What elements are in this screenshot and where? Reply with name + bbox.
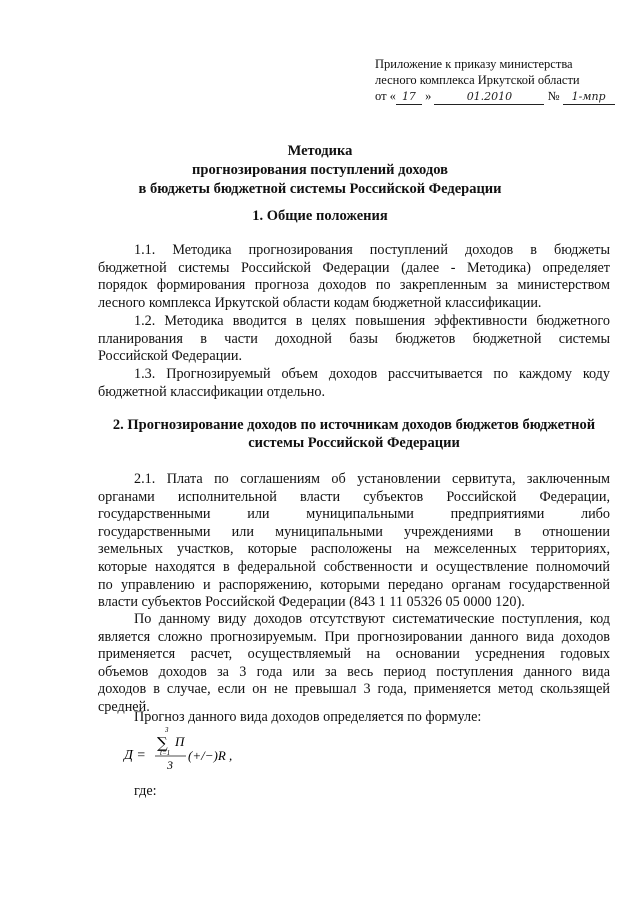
section-2-heading-line-1: 2. Прогнозирование доходов по источникам доходов бюджетов бюджетной	[112, 417, 596, 433]
text-line: органами исполнительной власти субъектов Российской Федерации,	[98, 488, 610, 505]
text-line: власти субъектов Российской Федерации (843 1 11 05326 05 0000 120).	[98, 594, 525, 611]
formula-tail: (+/−)R ,	[188, 748, 233, 763]
section-2-para-1	[98, 471, 610, 612]
text-line: земельных участков, которые расположены на межселенных территориях,	[98, 541, 610, 558]
doc-title	[0, 142, 640, 199]
text-line: лесного комплекса Иркутской области кодам бюджетной классификации.	[98, 294, 542, 311]
annex-date: 01.2010	[434, 90, 544, 105]
text-line: Российской Федерации.	[98, 348, 243, 365]
text-line: доходов в случае, если он не превышал 3 года, применяется метод скользящей	[98, 681, 610, 698]
text-line: бюджетной системы Российской Федерации (далее - Методика) определяет	[98, 259, 610, 276]
title-line-2: прогнозирования поступлений доходов	[192, 162, 448, 178]
formula-sum-sign: ∑	[157, 734, 168, 752]
forecast-formula	[122, 724, 282, 774]
section-1-para-1	[98, 242, 610, 312]
annex-date-line	[375, 88, 615, 105]
section-1-heading: 1. Общие положения	[252, 208, 388, 224]
annex-day: 17	[396, 90, 422, 105]
text-line: которые находятся в федеральной собственности и осуществление полномочий	[98, 558, 610, 575]
text-line: порядок формирования прогноза доходов по закрепленным за министерством	[98, 277, 610, 294]
annex-block	[375, 56, 615, 105]
formula-lhs: Д =	[124, 748, 146, 763]
text-line: бюджетной классификации отдельно.	[98, 383, 326, 400]
annex-from-prefix: от «	[375, 89, 396, 103]
formula-denominator: 3	[167, 758, 173, 772]
text-line: 1.3. Прогнозируемый объем доходов рассчитывается по каждому коду	[134, 366, 610, 382]
annex-num-sign: №	[547, 89, 560, 103]
text-line: 2.1. Плата по соглашениям об установлении сервитута, заключенным	[134, 471, 610, 487]
text-line: 1.1. Методика прогнозирования поступлений доходов в бюджеты	[134, 242, 610, 258]
text-line: по управлению и распоряжению, которыми передано органам государственной	[98, 576, 610, 593]
section-1-para-3	[98, 366, 610, 401]
title-line-3: в бюджеты бюджетной системы Российской Федерации	[138, 181, 502, 197]
text-line: 1.2. Методика вводится в целях повышения эффективности бюджетного	[134, 313, 610, 329]
text-line: государственными или муниципальными учреждениями в отношении	[98, 523, 610, 540]
text-line: По данному виду доходов отсутствуют систематические поступления, код	[134, 611, 610, 627]
section-2-heading-line-2: системы Российской Федерации	[248, 435, 460, 451]
text-line: планирования в части доходной базы бюджетов бюджетной системы	[98, 330, 610, 347]
section-1-para-2	[98, 313, 610, 366]
formula-sum-var: П	[175, 734, 185, 749]
title-line-1: Методика	[287, 143, 353, 159]
text-line: применяется расчет, осуществляемый на основании усреднения годовых	[98, 646, 610, 663]
section-2-heading	[98, 416, 610, 452]
annex-mid: »	[425, 89, 432, 103]
text-line: объемов доходов за 3 года или за весь период поступления данного вида	[98, 663, 610, 680]
formula-sum-top: 3	[165, 726, 169, 734]
text-line: является сложно прогнозируемым. При прогнозировании данного вида доходов	[98, 628, 610, 645]
text-line: Прогноз данного вида доходов определяется по формуле:	[134, 709, 482, 725]
annex-number: 1-мпр	[563, 90, 615, 105]
annex-line-1: Приложение к приказу министерства	[375, 57, 573, 71]
annex-line-2: лесного комплекса Иркутской области	[375, 73, 580, 87]
where-label: где:	[134, 783, 157, 799]
section-2-para-2	[98, 611, 610, 717]
text-line: государственными или муниципальными предприятиями либо	[98, 506, 610, 523]
formula-sum-bottom: t=1	[160, 749, 171, 757]
text-line: средней.	[98, 698, 150, 715]
